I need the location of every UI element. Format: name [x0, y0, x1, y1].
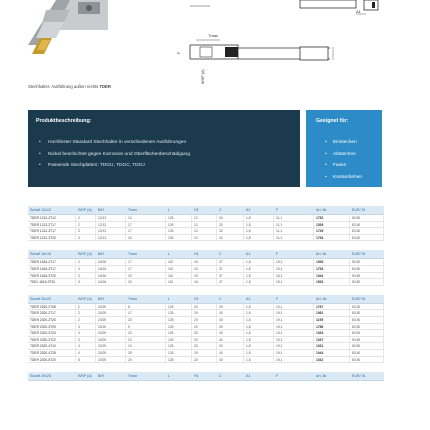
column-header: B/H	[98, 374, 104, 379]
table-cell: 32	[217, 222, 244, 229]
table-cell: 11,1	[274, 222, 314, 229]
table-cell: 83,50	[350, 279, 384, 286]
table-cell: 4	[76, 350, 96, 357]
product-code: TDER 1212-2T12	[28, 215, 76, 222]
table-title: Schaft 25x25	[30, 374, 51, 379]
table-cell: 20/20	[96, 304, 126, 311]
table-cell: 12/12	[96, 222, 126, 229]
table-cell: 32	[217, 228, 244, 235]
table-cell: 1,8	[244, 279, 274, 286]
table-cell: 125	[166, 228, 192, 235]
table-cell: 1034	[314, 330, 350, 337]
table-cell: 19,1	[274, 317, 314, 324]
table-cell: 19,1	[274, 330, 314, 337]
table-cell: 12	[192, 215, 217, 222]
suitable-title: Geeignet für:	[316, 118, 349, 124]
table-row[interactable]	[28, 266, 384, 273]
suitable-item: • Konturdrehen	[333, 172, 362, 184]
table-row[interactable]	[28, 330, 384, 337]
table-header	[28, 206, 384, 215]
column-header: C	[219, 252, 222, 257]
table-row[interactable]	[28, 310, 384, 317]
table-row[interactable]	[28, 215, 384, 222]
table-cell: 20	[126, 279, 166, 286]
table-cell: 3	[76, 273, 96, 280]
column-header: H1	[194, 374, 199, 379]
column-header: H1	[194, 252, 199, 257]
table-cell: 1,8	[244, 215, 274, 222]
table-cell: 20/20	[96, 337, 126, 344]
feature-item: • Nickel beschichtet gegen Korrosion und Oberflächenbeschädigung.	[48, 149, 191, 161]
table-cell: 15,1	[274, 279, 314, 286]
column-header: Art.-Nr.	[316, 374, 328, 379]
table-cell: 110	[166, 259, 192, 266]
table-cell: 110	[166, 266, 192, 273]
table-cell: 83,50	[350, 222, 384, 229]
table-cell: 11,1	[274, 215, 314, 222]
table-cell: 125	[166, 343, 192, 350]
column-header: F	[276, 374, 279, 379]
table-cell: 20/20	[96, 317, 126, 324]
column-header: WSP (A)	[78, 208, 92, 212]
table-cell: 83,50	[350, 337, 384, 344]
panel-title: Produktbeschreibung:	[36, 118, 92, 124]
table-cell: 20/20	[96, 324, 126, 331]
table-cell: 40	[217, 310, 244, 317]
table-cell: 10	[126, 343, 166, 350]
column-header: WSP (A)	[78, 296, 92, 301]
table-cell: 125	[166, 317, 192, 324]
table-cell: 1,8	[244, 337, 274, 344]
table-cell: 32	[217, 235, 244, 242]
tmax-label: Tmax	[208, 33, 218, 38]
column-header: L	[168, 374, 170, 379]
table-cell: 20/20	[96, 343, 126, 350]
holder-caption: Stechhalter: Ausführung außen rechts TDER	[28, 84, 111, 89]
table-cell: 125	[166, 310, 192, 317]
table-cell: 16	[192, 279, 217, 286]
column-header: Art.-Nr.	[316, 252, 328, 257]
table-cell: 1,8	[244, 343, 274, 350]
table-cell: 19,1	[274, 324, 314, 331]
table-cell: 1767	[314, 304, 350, 311]
table-cell: 16	[192, 259, 217, 266]
table-cell: 1,8	[244, 304, 274, 311]
column-header: F	[276, 296, 279, 301]
column-header: Tmax	[128, 374, 137, 379]
table-cell: 20	[192, 350, 217, 357]
column-header: Art.-Nr.	[316, 296, 328, 301]
table-cell: 110	[166, 279, 192, 286]
column-header: A1	[246, 252, 251, 257]
table-cell: 83,50	[350, 317, 384, 324]
column-header: B/H	[98, 208, 104, 212]
table-cell: 30	[217, 343, 244, 350]
table-cell: 1044	[314, 350, 350, 357]
product-code: TDER 2020-3T22	[28, 337, 76, 344]
table-cell: 40	[217, 337, 244, 344]
table-row[interactable]	[28, 317, 384, 324]
table-row[interactable]	[28, 357, 384, 364]
table-cell: 83,50	[350, 259, 384, 266]
table-cell: 22	[126, 337, 166, 344]
product-table	[28, 372, 384, 381]
table-cell: 1754	[314, 266, 350, 273]
product-code: TDER 2020-4T10	[28, 343, 76, 350]
product-code: TDER 1212-3T17	[28, 228, 76, 235]
table-cell: 16/16	[96, 279, 126, 286]
table-cell: 17	[126, 222, 166, 229]
table-row[interactable]	[28, 259, 384, 266]
table-row[interactable]	[28, 350, 384, 357]
table-cell: 3	[76, 266, 96, 273]
table-cell: 2	[76, 310, 96, 317]
dimension-drawing	[176, 0, 390, 100]
table-cell: 12/12	[96, 228, 126, 235]
table-cell: 37	[217, 259, 244, 266]
table-row[interactable]	[28, 235, 384, 242]
table-cell: 20	[192, 317, 217, 324]
table-row[interactable]	[28, 343, 384, 350]
table-cell: 125	[166, 304, 192, 311]
table-cell: 20	[126, 273, 166, 280]
table-cell: 16/16	[96, 266, 126, 273]
table-cell: 20/20	[96, 350, 126, 357]
product-code: TDER 1212-2T17	[28, 222, 76, 229]
table-cell: 83,50	[350, 266, 384, 273]
holder-photo	[28, 0, 108, 70]
column-header: C	[219, 208, 222, 212]
table-cell: 16	[192, 273, 217, 280]
table-cell: 1539	[314, 222, 350, 229]
column-header: C	[219, 374, 222, 379]
table-cell: 8	[126, 304, 166, 311]
column-header: L	[168, 208, 170, 212]
table-cell: 20	[192, 357, 217, 364]
table-cell: 125	[166, 330, 192, 337]
table-cell: 12/12	[96, 215, 126, 222]
table-cell: 83,50	[350, 330, 384, 337]
column-header: Tmax	[128, 252, 137, 257]
column-header: L	[168, 296, 170, 301]
table-cell: 1195	[314, 317, 350, 324]
table-cell: 11,1	[274, 235, 314, 242]
table-cell: 16/16	[96, 259, 126, 266]
product-description-panel	[28, 110, 300, 187]
product-code: TDER 2020-5T20	[28, 357, 76, 364]
table-cell: 1752	[314, 215, 350, 222]
table-cell: 40	[217, 357, 244, 364]
table-cell: 16	[192, 266, 217, 273]
column-header: Art.-Nr.	[316, 208, 328, 212]
table-header	[28, 372, 384, 381]
table-cell: 2	[76, 317, 96, 324]
table-cell: 20	[192, 324, 217, 331]
product-code: TDER 2020-4T25	[28, 350, 76, 357]
table-cell: 1,8	[244, 330, 274, 337]
table-cell: 17	[126, 228, 166, 235]
feature-item: • Hochfester Standard Stechhalter in verschiedenen Ausführungen	[48, 137, 191, 149]
table-cell: 3	[76, 330, 96, 337]
table-row[interactable]	[28, 337, 384, 344]
table-cell: 9	[126, 324, 166, 331]
table-cell: 20/20	[96, 310, 126, 317]
f-label: F	[176, 51, 181, 54]
table-cell: 1031	[314, 343, 350, 350]
table-row[interactable]	[28, 228, 384, 235]
table-cell: 1,8	[244, 273, 274, 280]
table-cell: 2	[76, 304, 96, 311]
table-row[interactable]	[28, 273, 384, 280]
table-cell: 25	[126, 350, 166, 357]
table-cell: 1,8	[244, 310, 274, 317]
feature-item: • Passende Stechplatten: TDGU, TDGC, TDGJ	[48, 160, 191, 172]
table-cell: 20	[126, 317, 166, 324]
table-cell: 1,8	[244, 259, 274, 266]
table-cell: 20	[126, 330, 166, 337]
table-cell: 11,1	[274, 228, 314, 235]
table-cell: 125	[166, 324, 192, 331]
product-code: TDEL 1616-3T20	[28, 279, 76, 286]
table-cell: 83,50	[350, 350, 384, 357]
table-cell: 1,8	[244, 222, 274, 229]
table-cell: 1,8	[244, 317, 274, 324]
product-table	[28, 206, 384, 241]
feature-list	[48, 137, 191, 172]
table-cell: 125	[166, 222, 192, 229]
product-code: TDER 1616-2T17	[28, 259, 76, 266]
table-cell: 1749	[314, 228, 350, 235]
table-cell: 83,50	[350, 215, 384, 222]
table-cell: 1,8	[244, 357, 274, 364]
table-cell: 34	[217, 215, 244, 222]
table-cell: 19,1	[274, 337, 314, 344]
table-title: Schaft 12x12	[30, 208, 51, 212]
column-header: H1	[194, 208, 199, 212]
table-cell: 20/20	[96, 357, 126, 364]
table-cell: 20/20	[96, 330, 126, 337]
table-cell: 19,1	[274, 357, 314, 364]
table-row[interactable]	[28, 304, 384, 311]
table-cell: 1042	[314, 357, 350, 364]
table-cell: 125	[166, 357, 192, 364]
table-cell: 3	[76, 235, 96, 242]
column-header: A1	[246, 296, 251, 301]
table-cell: 1061	[314, 310, 350, 317]
column-header: Tmax	[128, 296, 137, 301]
column-header: L	[168, 252, 170, 257]
suitable-item: • Einstechen	[333, 137, 362, 149]
table-cell: 2	[76, 215, 96, 222]
product-code: TDER 2020-3T20	[28, 330, 76, 337]
table-cell: 19,1	[274, 350, 314, 357]
column-header: EUR/ St.	[352, 296, 366, 301]
table-cell: 20	[192, 304, 217, 311]
suitable-item: • Abstechen	[333, 149, 362, 161]
table-cell: 17	[126, 259, 166, 266]
table-cell: 83,50	[350, 357, 384, 364]
column-header: C	[219, 296, 222, 301]
table-cell: 19,1	[274, 343, 314, 350]
column-header: EUR/ St.	[352, 252, 366, 257]
table-cell: 25	[217, 304, 244, 311]
table-cell: 20	[192, 330, 217, 337]
column-header: WSP (A)	[78, 374, 92, 379]
table-cell: 83,50	[350, 304, 384, 311]
table-cell: 12/12	[96, 235, 126, 242]
table-cell: 40	[217, 350, 244, 357]
column-header: EUR/ St.	[352, 208, 366, 212]
table-cell: 3	[76, 337, 96, 344]
table-cell: 110	[166, 273, 192, 280]
table-row[interactable]	[28, 279, 384, 286]
table-cell: 17	[126, 310, 166, 317]
table-cell: 20	[192, 337, 217, 344]
table-cell: 20	[126, 235, 166, 242]
table-cell: 3	[76, 279, 96, 286]
product-code: TDER 1212-3T20	[28, 235, 76, 242]
table-cell: 1535	[314, 259, 350, 266]
table-cell: 17	[126, 266, 166, 273]
product-table	[28, 295, 384, 363]
table-cell: 15,1	[274, 273, 314, 280]
product-code: TDER 2020-2T08	[28, 304, 76, 311]
table-cell: 125	[166, 235, 192, 242]
table-cell: 1,8	[244, 266, 274, 273]
table-cell: 3	[76, 228, 96, 235]
column-header: F	[276, 252, 279, 257]
column-header: B/H	[98, 252, 104, 257]
table-cell: 2	[76, 259, 96, 266]
table-header	[28, 250, 384, 259]
table-cell: 2	[76, 222, 96, 229]
suitable-item: • Fasen	[333, 160, 362, 172]
table-cell: 83,50	[350, 273, 384, 280]
table-title: Schaft 16x16	[30, 252, 51, 257]
table-cell: 1,8	[244, 350, 274, 357]
table-cell: 1,8	[244, 324, 274, 331]
table-cell: 12	[192, 222, 217, 229]
column-header: H1	[194, 296, 199, 301]
table-cell: 19,1	[274, 310, 314, 317]
product-code: TDER 1616-3T20	[28, 273, 76, 280]
table-cell: 83,50	[350, 343, 384, 350]
table-cell: 20	[192, 343, 217, 350]
table-cell: 12	[126, 215, 166, 222]
table-row[interactable]	[28, 324, 384, 331]
suitable-list	[333, 137, 362, 183]
table-cell: 1,8	[244, 235, 274, 242]
table-cell: 4	[76, 343, 96, 350]
table-cell: 5	[76, 357, 96, 364]
table-cell: 37	[217, 266, 244, 273]
table-cell: 25	[217, 324, 244, 331]
table-cell: 12	[192, 235, 217, 242]
product-code: TDER 1616-3T17	[28, 266, 76, 273]
table-cell: 16/16	[96, 273, 126, 280]
table-header	[28, 295, 384, 304]
table-cell: 20	[126, 357, 166, 364]
table-cell: 40	[217, 317, 244, 324]
table-cell: 125	[166, 350, 192, 357]
table-cell: 15,1	[274, 259, 314, 266]
table-cell: 19,1	[274, 304, 314, 311]
table-cell: 1794	[314, 235, 350, 242]
product-table	[28, 250, 384, 285]
table-title: Schaft 20x20	[30, 296, 51, 301]
table-cell: 83,50	[350, 310, 384, 317]
column-header: A1	[246, 208, 251, 212]
table-cell: 125	[166, 215, 192, 222]
table-cell: 83,50	[350, 228, 384, 235]
table-cell: 15,1	[274, 266, 314, 273]
table-cell: 37	[217, 273, 244, 280]
column-header: F	[276, 208, 279, 212]
a1-label: A1	[356, 9, 361, 14]
table-cell: 37	[217, 279, 244, 286]
wsp-label: WSP (A)	[201, 69, 205, 84]
table-cell: 1544	[314, 273, 350, 280]
table-cell: 40	[217, 330, 244, 337]
product-code: TDER 2020-3T09	[28, 324, 76, 331]
table-cell: 12	[192, 228, 217, 235]
table-cell: 20	[192, 310, 217, 317]
column-header: WSP (A)	[78, 252, 92, 257]
suitable-for-panel	[306, 110, 382, 187]
table-cell: 1037	[314, 337, 350, 344]
table-cell: 83,50	[350, 235, 384, 242]
table-cell: 83,50	[350, 324, 384, 331]
table-cell: 1533	[314, 279, 350, 286]
column-header: A1	[246, 374, 251, 379]
product-code: TDER 2020-2T17	[28, 310, 76, 317]
table-cell: 3	[76, 324, 96, 331]
table-row[interactable]	[28, 222, 384, 229]
product-code: TDER 2020-2T20	[28, 317, 76, 324]
technical-drawing-area	[0, 0, 430, 100]
table-cell: 1,8	[244, 228, 274, 235]
column-header: B/H	[98, 296, 104, 301]
column-header: Tmax	[128, 208, 137, 212]
product-tables	[28, 206, 384, 390]
table-cell: 125	[166, 337, 192, 344]
table-cell: 1786	[314, 324, 350, 331]
column-header: EUR/ St.	[352, 374, 366, 379]
